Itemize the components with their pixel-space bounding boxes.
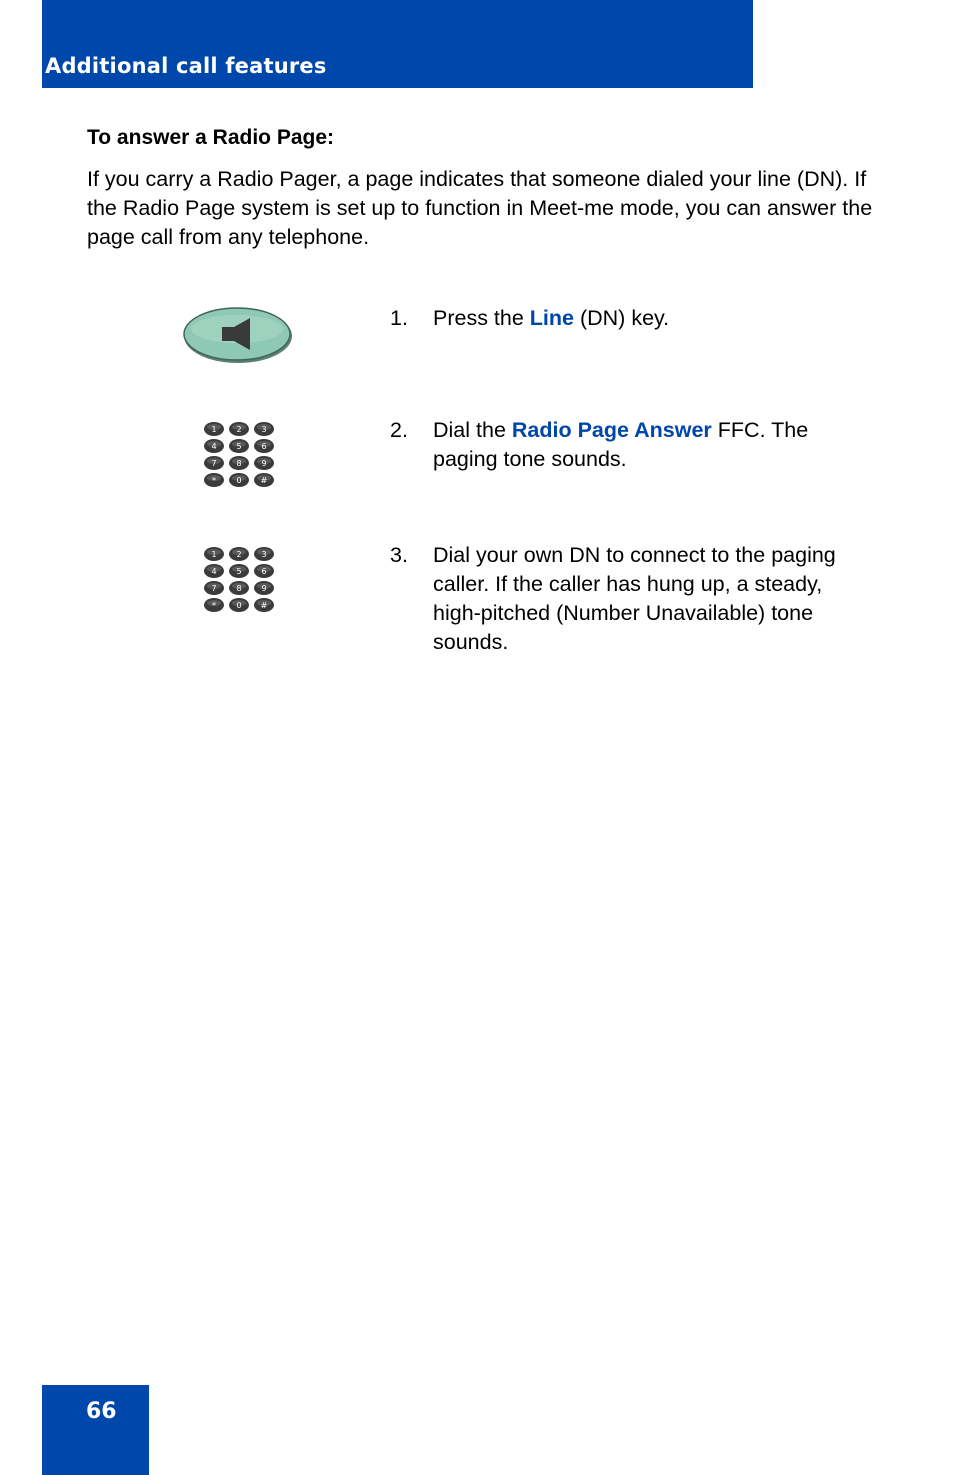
- dialpad-key-label: 1: [211, 550, 217, 559]
- dialpad-key-label: *: [212, 601, 216, 610]
- step-number: 1.: [390, 306, 408, 330]
- step-text: FFC. The paging tone sounds.: [433, 418, 809, 471]
- step-text: (DN) key.: [574, 306, 670, 330]
- dialpad-key: [204, 598, 224, 612]
- dialpad-key: [204, 456, 224, 470]
- dialpad-key-label: 0: [236, 476, 242, 485]
- line-key-icon: [182, 305, 294, 370]
- dialpad-icon: [203, 543, 275, 620]
- header-title: Additional call features: [45, 54, 327, 78]
- step-body: [433, 541, 870, 657]
- step-2: [390, 416, 870, 474]
- step-text: Press the: [433, 306, 530, 330]
- dialpad-key-label: 5: [236, 442, 242, 451]
- dialpad-key-label: #: [260, 601, 268, 610]
- dialpad-key: [254, 473, 274, 487]
- dialpad-key: [229, 473, 249, 487]
- dialpad-key: [204, 581, 224, 595]
- dialpad-key: [229, 564, 249, 578]
- dialpad-key: [204, 547, 224, 561]
- dialpad-key-label: 3: [261, 425, 267, 434]
- dialpad-key: [229, 598, 249, 612]
- dialpad-key-label: 4: [211, 567, 217, 576]
- dialpad-key: [229, 456, 249, 470]
- dialpad-key: [254, 581, 274, 595]
- dialpad-key-label: 9: [261, 584, 267, 593]
- dialpad-key: [204, 564, 224, 578]
- dialpad-key-label: 4: [211, 442, 217, 451]
- step-body: [433, 416, 870, 474]
- step-number: 2.: [390, 418, 408, 442]
- dialpad-key-label: 8: [236, 459, 242, 468]
- dialpad-key: [204, 422, 224, 436]
- step-number: 3.: [390, 543, 408, 567]
- dialpad-key: [229, 422, 249, 436]
- dialpad-key-label: 6: [261, 442, 267, 451]
- step-text: Dial the: [433, 418, 512, 442]
- dialpad-key-label: #: [260, 476, 268, 485]
- page-number: 66: [86, 1399, 117, 1424]
- step-highlight: Line: [529, 306, 574, 330]
- dialpad-icon: [203, 418, 275, 495]
- dialpad-key: [204, 439, 224, 453]
- dialpad-key-label: 7: [211, 459, 217, 468]
- dialpad-key-label: 2: [236, 425, 242, 434]
- dialpad-key: [254, 456, 274, 470]
- dialpad-key: [254, 598, 274, 612]
- dialpad-key-label: 5: [236, 567, 242, 576]
- dialpad-key-label: 2: [236, 550, 242, 559]
- dialpad-key: [229, 547, 249, 561]
- dialpad-key: [229, 581, 249, 595]
- dialpad-key: [254, 422, 274, 436]
- step-body: [433, 304, 870, 333]
- dialpad-key-label: 3: [261, 550, 267, 559]
- step-highlight: Radio Page Answer: [511, 418, 712, 442]
- dialpad-key: [204, 473, 224, 487]
- dialpad-key: [254, 564, 274, 578]
- step-text: Dial your own DN to connect to the paging caller. If the caller has hung up, a steady, high-pitched (Number Unavailable) tone sounds.: [433, 543, 836, 654]
- dialpad-key: [254, 547, 274, 561]
- dialpad-key: [254, 439, 274, 453]
- dialpad-key-label: 8: [236, 584, 242, 593]
- footer-page-band: [42, 1385, 149, 1475]
- dialpad-key-label: 7: [211, 584, 217, 593]
- dialpad-key-label: *: [212, 476, 216, 485]
- intro-paragraph: If you carry a Radio Pager, a page indicates that someone dialed your line (DN). If the Radio Page system is set up to function in Meet-me mode, you can answer the page call from any telephone.: [87, 167, 873, 249]
- dialpad-key-label: 9: [261, 459, 267, 468]
- step-1: [390, 304, 870, 333]
- section-heading: To answer a Radio Page:: [87, 126, 335, 149]
- dialpad-key-label: 6: [261, 567, 267, 576]
- step-3: [390, 541, 870, 657]
- dialpad-key-label: 1: [211, 425, 217, 434]
- dialpad-key: [229, 439, 249, 453]
- dialpad-key-label: 0: [236, 601, 242, 610]
